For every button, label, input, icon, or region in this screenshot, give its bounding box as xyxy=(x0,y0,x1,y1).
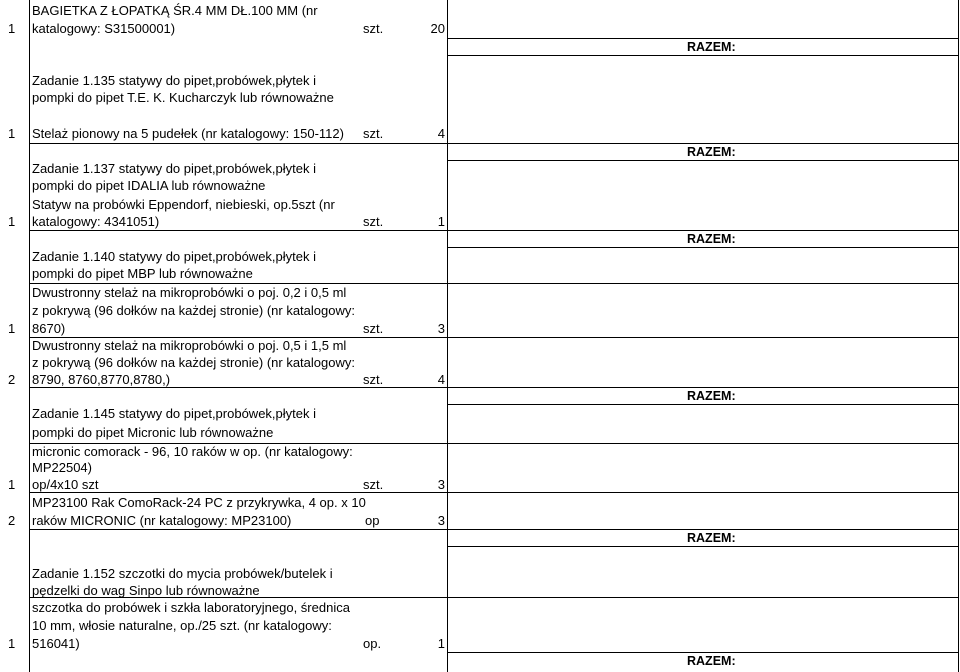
zadanie-line: pompki do pipet IDALIA lub równoważne xyxy=(32,178,266,193)
item-qty: 4 xyxy=(437,126,445,141)
item-unit: szt. xyxy=(363,214,384,229)
item-name-line: MP22504) xyxy=(32,460,92,475)
razem-label: RAZEM: xyxy=(687,654,736,668)
item-qty: 3 xyxy=(437,321,445,336)
zadanie-line: pompki do pipet T.E. K. Kucharczyk lub równoważne xyxy=(32,90,334,105)
grid-line xyxy=(29,230,959,231)
item-name-line: op/4x10 szt xyxy=(32,477,99,492)
item-lp: 1 xyxy=(8,126,16,141)
item-unit: op xyxy=(365,513,380,528)
item-name-line: 516041) xyxy=(32,636,80,651)
razem-label: RAZEM: xyxy=(687,232,736,246)
item-lp: 1 xyxy=(8,477,16,492)
razem-label: RAZEM: xyxy=(687,40,736,54)
item-name-line: szczotka do probówek i szkła laboratoryjnego, średnica xyxy=(32,600,350,615)
item-name-line: MP23100 Rak ComoRack-24 PC z przykrywka, 4 op. x 10 xyxy=(32,495,366,510)
item-lp: 1 xyxy=(8,321,16,336)
item-name-line: katalogowy: S31500001) xyxy=(32,21,176,36)
item-unit: szt. xyxy=(363,21,384,36)
zadanie-line: Zadanie 1.140 statywy do pipet,probówek,płytek i xyxy=(32,249,317,264)
zadanie-line: Zadanie 1.152 szczotki do mycia probówek/butelek i xyxy=(32,566,333,581)
item-lp: 2 xyxy=(8,372,16,387)
item-name-line: Dwustronny stelaż na mikroprobówki o poj. 0,2 i 0,5 ml xyxy=(32,285,347,300)
zadanie-line: Zadanie 1.135 statywy do pipet,probówek,płytek i xyxy=(32,73,317,88)
item-name-line: 8790, 8760,8770,8780,) xyxy=(32,372,171,387)
item-name-line: z pokrywą (96 dołków na każdej stronie) (nr katalogowy: xyxy=(32,303,355,318)
item-qty: 3 xyxy=(437,513,445,528)
item-lp: 2 xyxy=(8,513,16,528)
item-name-line: 10 mm, włosie naturalne, op./25 szt. (nr katalogowy: xyxy=(32,618,332,633)
zadanie-line: Zadanie 1.145 statywy do pipet,probówek,płytek i xyxy=(32,406,317,421)
item-name-line: z pokrywą (96 dołków na każdej stronie) (nr katalogowy: xyxy=(32,355,355,370)
razem-label: RAZEM: xyxy=(687,389,736,403)
item-qty: 20 xyxy=(430,21,445,36)
item-qty: 1 xyxy=(437,214,445,229)
grid-line xyxy=(29,143,959,144)
grid-line xyxy=(447,0,448,672)
zadanie-line: Zadanie 1.137 statywy do pipet,probówek,płytek i xyxy=(32,161,317,176)
item-lp: 1 xyxy=(8,21,16,36)
grid-line xyxy=(29,492,959,493)
zadanie-line: pędzelki do wag Sinpo lub równoważne xyxy=(32,583,260,598)
razem-label: RAZEM: xyxy=(687,145,736,159)
grid-line xyxy=(29,0,30,672)
item-name-line: BAGIETKA Z ŁOPATKĄ ŚR.4 MM DŁ.100 MM (nr xyxy=(32,3,318,18)
item-qty: 4 xyxy=(437,372,445,387)
item-qty: 1 xyxy=(437,636,445,651)
item-name-line: 8670) xyxy=(32,321,66,336)
item-name-line: raków MICRONIC (nr katalogowy: MP23100) xyxy=(32,513,292,528)
item-unit: szt. xyxy=(363,372,384,387)
item-name-line: katalogowy: 4341051) xyxy=(32,214,160,229)
zadanie-line: pompki do pipet MBP lub równoważne xyxy=(32,266,253,281)
item-unit: szt. xyxy=(363,321,384,336)
grid-line xyxy=(958,0,959,672)
zadanie-line: pompki do pipet Micronic lub równoważne xyxy=(32,425,274,440)
item-qty: 3 xyxy=(437,477,445,492)
item-name-line: Statyw na probówki Eppendorf, niebieski, op.5szt (nr xyxy=(32,197,335,212)
item-name-line: Dwustronny stelaż na mikroprobówki o poj. 0,5 i 1,5 ml xyxy=(32,338,347,353)
item-name-line: Stelaż pionowy na 5 pudełek (nr katalogowy: 150-112) xyxy=(32,126,344,141)
grid-line xyxy=(29,529,959,530)
item-name-line: micronic comorack - 96, 10 raków w op. (nr katalogowy: xyxy=(32,444,353,459)
item-lp: 1 xyxy=(8,214,16,229)
item-unit: szt. xyxy=(363,477,384,492)
razem-label: RAZEM: xyxy=(687,531,736,545)
item-unit: szt. xyxy=(363,126,384,141)
item-lp: 1 xyxy=(8,636,16,651)
item-unit: op. xyxy=(363,636,382,651)
